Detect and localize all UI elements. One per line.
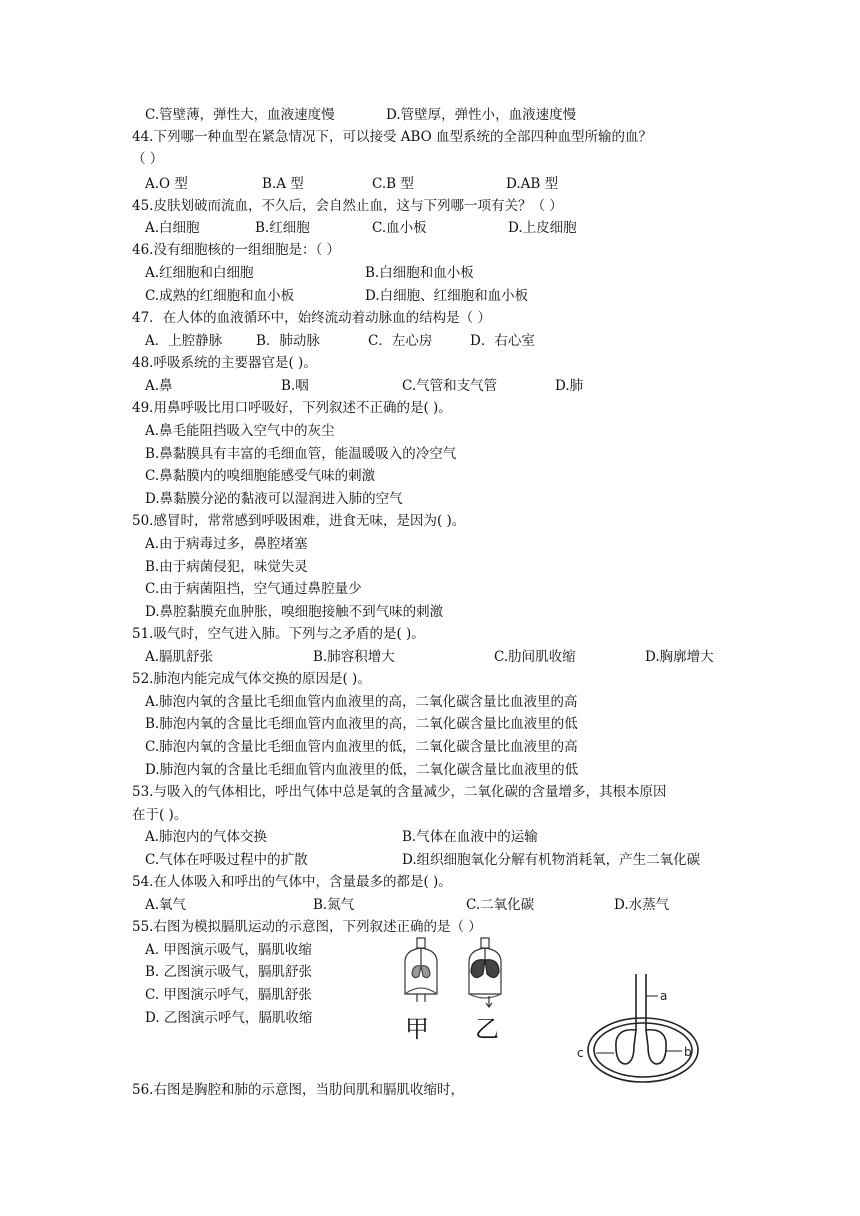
q51-option-c: C.肋间肌收缩 [494, 649, 576, 665]
label-c: c [577, 1046, 584, 1060]
bell-jar-right [469, 938, 501, 1007]
q44-option-c: C.B 型 [372, 176, 414, 192]
q55-option-d: D. 乙图演示呼气，膈肌收缩 [145, 1010, 313, 1026]
q46-option-a: A.红细胞和白细胞 [145, 265, 254, 281]
q47-option-c: C．左心房 [368, 333, 433, 349]
q54-option-c: C.二氧化碳 [466, 897, 535, 913]
q50-stem: 50.感冒时，常常感到呼吸困难，进食无味，是因为( )。 [132, 513, 466, 529]
right-lung [646, 1030, 666, 1064]
q49-stem: 49.用鼻呼吸比用口呼吸好，下列叙述不正确的是( )。 [132, 400, 452, 416]
q49-option-d: D.鼻黏膜分泌的黏液可以湿润进入肺的空气 [145, 491, 403, 507]
q51-option-a: A.膈肌舒张 [145, 649, 214, 665]
q52-option-b: B.肺泡内氧的含量比毛细血管内血液里的高，二氧化碳含量比血液里的低 [145, 716, 578, 732]
q48-stem: 48.呼吸系统的主要器官是( )。 [132, 355, 317, 371]
label-a: a [660, 989, 668, 1003]
q56-stem: 56.右图是胸腔和肺的示意图，当肋间肌和膈肌收缩时， [132, 1082, 464, 1098]
q54-stem: 54.在人体吸入和呼出的气体中，含量最多的都是( )。 [132, 874, 452, 890]
thorax-inner-outline [594, 1023, 692, 1077]
bell-jar-left [405, 938, 437, 1002]
q49-option-a: A.鼻毛能阻挡吸入空气中的灰尘 [145, 423, 335, 439]
q47-option-d: D．右心室 [470, 333, 535, 349]
q53-option-c: C.气体在呼吸过程中的扩散 [145, 852, 308, 868]
q48-option-a: A.鼻 [145, 378, 173, 394]
q52-stem: 52.肺泡内能完成气体交换的原因是( )。 [132, 671, 371, 687]
figure-label-jia: 甲 [405, 1015, 429, 1043]
q48-option-b: B.咽 [281, 378, 309, 394]
q53-option-b: B.气体在血液中的运输 [402, 829, 538, 845]
q50-option-a: A.由于病毒过多，鼻腔堵塞 [145, 536, 308, 552]
q46-option-b: B.白细胞和血小板 [365, 265, 474, 281]
q54-option-a: A.氧气 [145, 897, 187, 913]
q51-stem: 51.吸气时，空气进入肺。下列与之矛盾的是( )。 [132, 626, 425, 642]
q44-option-d: D.AB 型 [506, 176, 559, 192]
q52-option-d: D.肺泡内氧的含量比毛细血管内血液里的低，二氧化碳含量比血液里的低 [145, 762, 579, 778]
q53-stem-line1: 53.与吸入的气体相比，呼出气体中总是氧的含量减少，二氧化碳的含量增多，其根本原因 [132, 784, 667, 800]
q55-option-a: A. 甲图演示吸气，膈肌收缩 [145, 942, 312, 958]
q43-option-c: C.管壁薄，弹性大，血液速度慢 [145, 107, 335, 123]
q46-option-d: D.白细胞、红细胞和血小板 [365, 288, 529, 304]
q49-option-c: C.鼻黏膜内的嗅细胞能感受气味的刺激 [145, 468, 376, 484]
q47-option-a: A．上腔静脉 [145, 333, 223, 349]
q51-option-d: D.胸廓增大 [645, 649, 714, 665]
q45-option-d: D.上皮细胞 [508, 220, 577, 236]
diaphragm-model-figure [395, 936, 525, 1016]
q53-option-a: A.肺泡内的气体交换 [145, 829, 268, 845]
q53-stem-line2: 在于( )。 [132, 807, 188, 823]
q48-option-d: D.肺 [555, 378, 584, 394]
q48-option-c: C.气管和支气管 [402, 378, 498, 394]
q44-option-b: B.A 型 [262, 176, 304, 192]
q52-option-c: C.肺泡内氧的含量比毛细血管内血液里的低，二氧化碳含量比血液里的高 [145, 739, 578, 755]
q51-option-b: B.肺容积增大 [313, 649, 395, 665]
q46-stem: 46.没有细胞核的一组细胞是：（ ） [132, 242, 341, 258]
q50-option-d: D.鼻腔黏膜充血肿胀，嗅细胞接触不到气味的刺激 [145, 604, 444, 620]
q52-option-a: A.肺泡内氧的含量比毛细血管内血液里的高，二氧化碳含量比血液里的高 [145, 694, 578, 710]
q50-option-b: B.由于病菌侵犯，味觉失灵 [145, 559, 308, 575]
thoracic-cavity-figure [574, 972, 714, 1084]
q45-stem: 45.皮肤划破而流血，不久后，会自然止血，这与下列哪一项有关？（ ） [132, 198, 563, 214]
q50-option-c: C.由于病菌阻挡，空气通过鼻腔量少 [145, 581, 362, 597]
q54-option-d: D.水蒸气 [614, 897, 670, 913]
label-b: b [684, 1045, 692, 1059]
q45-option-a: A.白细胞 [145, 220, 200, 236]
q49-option-b: B.鼻黏膜具有丰富的毛细血管，能温暖吸入的冷空气 [145, 446, 457, 462]
q55-stem: 55.右图为模拟膈肌运动的示意图，下列叙述正确的是（ ） [132, 919, 482, 935]
left-lung [616, 1030, 636, 1064]
q55-option-c: C. 甲图演示呼气，膈肌舒张 [145, 987, 312, 1003]
q55-option-b: B. 乙图演示吸气，膈肌舒张 [145, 964, 313, 980]
q54-option-b: B.氮气 [313, 897, 355, 913]
thorax-outline [588, 1018, 698, 1082]
q45-option-c: C.血小板 [372, 220, 427, 236]
q45-option-b: B.红细胞 [255, 220, 310, 236]
q44-option-a: A.O 型 [145, 176, 188, 192]
q47-option-b: B．肺动脉 [256, 333, 320, 349]
q44-blank: （ ） [132, 151, 164, 167]
q44-stem: 44.下列哪一种血型在紧急情况下，可以接受 ABO 血型系统的全部四种血型所输的血？ [132, 129, 653, 145]
q47-stem: 47．在人体的血液循环中，始终流动着动脉血的结构是（ ） [132, 310, 491, 326]
q53-option-d: D.组织细胞氧化分解有机物消耗氧，产生二氧化碳 [402, 852, 701, 868]
q46-option-c: C.成熟的红细胞和血小板 [145, 288, 295, 304]
figure-label-yi: 乙 [475, 1015, 499, 1043]
q43-option-d: D.管壁厚，弹性小，血液速度慢 [386, 107, 577, 123]
